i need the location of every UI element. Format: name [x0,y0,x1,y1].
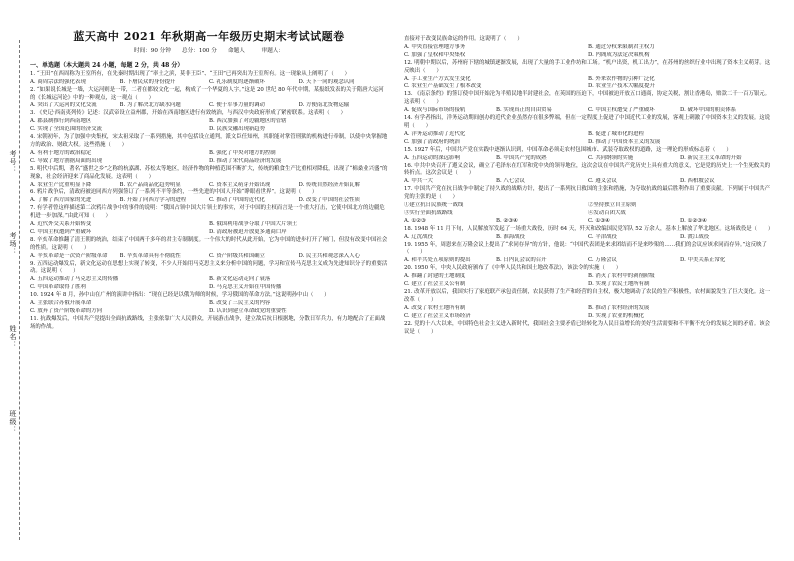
answer-option: B. 外来农作物的引种广泛化 [588,75,655,82]
answer-option: D. 农业生产技术大幅度提升 [588,83,655,90]
answer-options [404,155,772,163]
answer-option: C. 建立了社会主义市场经济 [404,312,471,319]
answer-option: B. 八七会议 [496,178,525,185]
answer-option: A. 洋务运动推动了近代化 [404,130,466,137]
answer-option: B. 促进了城市化的进程 [588,130,644,137]
answer-option: B. 俄国利用战争夺取了中国大片领土 [209,221,298,228]
question-stem: 10. 1924 年 8 月，孙中山在广州的演讲中指出：“现在已经是以俄为师的时候，学习俄国的革命方法。”这说明孙中山（ ） [30,292,330,299]
answer-options [404,305,772,321]
answer-option: A. 商周宗法的强化表现 [30,78,86,85]
question-stem: 19. 1955 年，周恩来在万隆会议上提出了“求同存异”的方针，他说：“中国代表团是来求团结而不是来吵架的……我们的会议应该求同而存异。”这反映了（ ） [404,241,767,256]
answer-option: A. 推翻了封建的土地制度 [404,273,466,280]
answer-option: A. 中共一大 [404,178,433,185]
answer-options [404,218,772,226]
answer-options [404,44,772,60]
answer-option: C. 导致了地方割据局面的出现 [30,157,103,164]
answer-option: B. 强化了中央对地方的控制 [209,149,276,156]
question-item [30,134,388,166]
question-item [404,147,772,163]
answer-option: C. 农业生产基础发生了根本改变 [404,83,482,90]
question-stem: 5. 明代中后期，著名“盛世之乡”之称的杭嘉湖、苏松太等地区，经济作物的种植范围不断扩大，传统的粮食生产比重相对降低，出现了“棉桑业兴盛”的现象，社会经济迎来了商品化发展。这表明（ ） [30,165,388,180]
answer-options [404,273,772,289]
question-stem: 7. 有学者曾这样描述第二次鸦片战争中的事件的说明：“俄国占领中国大片领土的事实，对于中国的主权而言是一个重大打击，它使中国北方的边疆危机进一步加深。”由此可知（ ） [30,205,385,220]
answer-option: A. 了解了西方国家的先进 [30,197,92,204]
answer-option: B. 淮海战役 [496,233,525,240]
question-item [30,205,388,237]
question-stem: 直接对于改变民族命运的作用。这说明了（ ） [404,36,523,42]
answer-option: D. 推动了宋代商品经济的发展 [209,157,282,164]
answer-option: A. 促成与国际市场的接轨 [404,107,466,114]
answer-option: C. ①③④ [588,217,610,224]
answer-option: D. 推动了中国资本主义的发展 [588,138,661,145]
answer-option: B. 西汉加强了对边疆地区的管辖 [209,118,287,125]
answer-option: C. 加强了清政府的统治 [404,138,460,145]
answer-option: ①建立抗日民族统一战线 [404,202,464,209]
answer-options [404,131,772,147]
question-item [404,115,772,147]
question-stem: 13. 《南京条约》的签订使中国开始沦为半殖民地半封建社会，在英国的压迫下，中国被迫开放五口通商，协定关税，割让香港岛，赔款二千一百万银元。这表明（ ） [404,91,771,106]
answer-option: C. 礼乐制度的逐渐破坏 [209,78,265,85]
question-stem: 8. 辛亥革命推翻了清王朝的统治，结束了中国两千多年的君主专制制度。一个伟大的时代从此开始，它为中国的进步打开了闸门，但没有改变中国社会的性质。这说明（ ） [30,236,388,251]
answer-option: ③实行全面抗战路线 [404,209,453,216]
question-item [30,237,388,261]
answer-option: B. 实现真正的自由贸易 [496,107,552,114]
answer-option: D. 民主共和观念深入人心 [298,252,360,259]
answer-option: D. 清政府被迫开放更多通商口岸 [209,228,287,235]
answer-options [30,118,388,134]
answer-option: B. 改变了三民主义的内容 [209,300,271,307]
answer-option: A. 中央直接管理地方事务 [404,43,466,50]
question-item [404,218,772,226]
answer-options [404,107,772,115]
question-stem: 16. 中共中央召开了遵义会议，确立了毛泽东在红军和党中央的领导地位，这次会议在中国共产党历史上具有重大的意义，它是党的历史上一个生死攸关的转折点。这次会议是（ ） [404,162,771,177]
answer-option: B. 农产品商品化趋势明显 [119,181,181,188]
answer-option: A. 五四运动推动了马克思主义的传播 [30,276,119,283]
answer-option: C. 资本主义萌芽开始出现 [209,181,271,188]
answer-option: B. 中国共产党的成熟 [496,154,547,161]
answer-option: ②坚持独立自主原则 [588,202,637,209]
answer-option: A. 近代外交关系开始转变 [30,221,92,228]
answer-option: B. 推动了农村经济的发展 [588,304,650,311]
answer-option: D. 天下一同的观念认同 [298,78,355,85]
answer-option: ④发动百团大战 [588,209,626,216]
binding-label-exam-number: 考号： [9,150,17,174]
answer-option: D. 传统自然经济开始瓦解 [298,181,360,188]
answer-option: C. 中国主权遭到严重破坏 [30,228,92,235]
question-stem: 14. 有学者指出，洋务运动期间创办的近代企业虽然存在很多弊端，但在一定程度上促进了中国近代工业的发展，客观上刺激了中国资本主义的发展。这说明（ ） [404,115,771,129]
answer-option: C. 共同纲领的实施 [588,154,634,161]
answer-option: B. 下層民众的身份提升 [119,78,176,85]
answer-option: A. 农业生产比重明显下降 [30,181,92,188]
answer-options [30,150,388,166]
answer-option: D. 实现了农业的机械化 [588,312,645,319]
answer-option: B. 开始了向西方学习的进程 [119,197,187,204]
answer-option: D. 破坏中国的朝贡体系 [680,107,737,114]
question-item [30,71,388,87]
binding-label-name: 姓名： [9,325,17,349]
answer-option: D. 新民主主义革命的开始 [680,154,742,161]
question-item [30,316,388,332]
question-item [404,265,772,289]
answer-option: A. 辽沈战役 [404,233,433,240]
answer-options [30,221,388,237]
answer-option: A. 主张联合苏俄开展革命 [30,300,92,307]
question-item [30,292,388,316]
question-stem: 20. 1950 年，中央人民政府颁布了《中华人民共和国土地改革法》，该法令的实施（ ） [404,265,622,272]
answer-option: C. 遵义会议 [588,178,617,185]
question-item [30,166,388,190]
question-item [30,189,388,205]
answer-option: B. 辛亥革命具有不彻底性 [119,252,181,259]
question-item [404,242,772,266]
question-item [30,261,388,293]
binding-line [19,40,20,540]
binding-margin [0,0,26,561]
question-stem: 18. 1948 年 11 月下旬，人民解放军发起了一场重大战役，历时 64 天，歼灭和改编国民党军队 52 万余人，基本上解放了华北地区。这场战役是（ ） [404,225,774,232]
binding-label-class: 班级： [9,410,17,434]
answer-option: A. 五四运动的深远影响 [404,154,460,161]
answer-option: D. 渡江战役 [680,233,710,240]
question-stem: 2. “如果说长城是一墙，大运河则是一带，二者在都较文化一起，构成了一个华夏的人字。”这是 20 世纪 80 年代中期，某报纸发表的关于隋唐大运河的《长城运河论》中的一种观点，这一观点（ ） [30,86,384,101]
question-item [30,87,388,111]
question-stem: 4. 宋朝初年，为了加强中央集权，宋太祖采取了一系列措施，其中包括设立通判，派文臣任知州，其职能对掌管刑狱的机构进行牵制，以使中央掌握地方的政治、财政大权。这些措施（ ） [30,134,388,148]
question-item [404,226,772,242]
question-stem: 9. 五四运动爆发后，新文化运动在思想上实现了转变，不少人开始用马克思主义来分析中国的问题，学习和宣传马克思主义成为先进知识分子的重要活动。这说明（ ） [30,260,388,275]
answer-options [404,202,772,218]
answer-option: D. 中美关系正常化 [680,257,726,264]
question-item [404,163,772,187]
answer-option: C. 放弃了资产阶级革命的方向 [30,308,103,314]
answer-option: D. 改变了中国的社会性质 [298,197,360,204]
right-column [404,0,772,336]
answer-options [30,79,388,87]
answer-options [30,276,388,292]
right-question-list [404,36,772,336]
answer-option: C. 资产阶级共和国确立 [209,252,265,259]
question-stem: 6. 鸦片战争后，清政府被迫同西方列强签订了一系列不平等条约，一些先进的中国人开始“睁眼看世界”。这说明（ ） [30,189,318,196]
question-item [404,91,772,115]
answer-option: D. ①②③④ [680,217,707,224]
answer-option: D. 内阁成为法定决策机构 [588,51,650,58]
question-stem: 11. 抗战爆发后，中国共产党提出全面抗战路线，主张依靠广大人民群众，开展游击战争，建立敌后抗日根据地，分散日军兵力，有力地配合了正面战场的作战。 [30,315,386,330]
question-item [404,321,772,337]
answer-option: D. 西柏坡会议 [680,178,715,185]
answer-option: C. 中国主权遭受了严重破坏 [588,107,655,114]
answer-option: D. 民族交融出现新趋势 [209,126,266,133]
answer-option: C. 平津战役 [588,233,617,240]
binding-label-exam-room: 考场： [9,232,17,256]
answer-option: B. 消灭了农村中的剥削阶级 [588,273,655,280]
answer-option: C. 加强了皇权和中央集权 [404,51,466,58]
page-title: 蓝天高中 2021 年秋期高一年级历史期末考试试题卷 [73,30,345,43]
question-stem: 3. 《史记·西南夷列传》记述：汉武帝设立益州郡，开始在西南地区进行有效统治，与西汉中央政府形成了紧密联系。这表明（ ） [30,110,346,117]
answer-option: A. 改变了农村土地所有制 [404,304,466,311]
question-item [404,36,772,60]
question-stem: 1. “王田”在西周称为王室所有，在先秦时期出现了“率土之滨，莫非王臣”、“王田”已再突出为王室所有。这一现象从上阐明了（ ） [30,70,350,77]
answer-options [404,234,772,242]
answer-option: C. 实现了全国范围的经济交流 [30,126,103,133]
answer-option: A. 郡县制推行到西南地区 [30,118,92,125]
answer-options [404,76,772,92]
answer-options [30,253,388,261]
question-item [404,60,772,92]
question-stem: 22. 党的十八大以来，中国特色社会主义进入新时代，我国社会主要矛盾已经转化为人民日益增长的美好生活需要和不平衡不充分的发展之间的矛盾。该会议是（ ） [404,320,771,335]
left-question-list [30,71,388,332]
answer-option: B. 日内瓦会议的召开 [496,257,547,264]
answer-option: D. 方便南北货物运输 [298,102,350,109]
answer-option: C. 推动了中国的近代化 [209,197,265,204]
answer-option: A. 有利于地方的政治稳定 [30,149,92,156]
answer-option: B. 新文化运动走向了衰落 [209,276,271,283]
answer-option: D. 认识到建立革命政党的重要性 [209,308,287,314]
answer-option: A. 突出了大运河的文化交流 [30,102,97,109]
answer-option: B. 为了解决北方缺水问题 [119,102,181,109]
question-stem: 15. 1927 年后，中国共产党在实践中逐渐认识到，中国革命必须走农村包围城市、武装夺取政权的道路，这一理论的形成标志着（ ） [404,146,732,153]
question-item [404,289,772,321]
answer-option: C. 便于军事力量的调动 [209,102,265,109]
answer-option: A. 和平共处五项原则的提出 [404,257,471,264]
answer-option: C. 万隆会议 [588,257,617,264]
answer-option: B. 通过分权来限制君主权力 [588,43,655,50]
answer-option: B. ②③④ [496,217,518,224]
question-stem: 21. 改革开放以后，我国实行了家庭联产承包责任制，农民获得了生产和经营的自主权，极大地调动了农民的生产积极性，农村面貌发生了巨大变化。这一改革（ ） [404,289,771,303]
answer-option: A. 辛亥革命是一次资产阶级革命 [30,252,108,259]
section-heading: 一、单选题（本大题共 24 小题，每题 2 分，共 48 分） [30,61,184,69]
answer-option: A. ①②③ [404,217,426,224]
answer-options [30,300,388,316]
answer-option: D. 实现了农民土地所有制 [588,281,650,288]
answer-option: D. 马克思主义开始在中国传播 [209,284,282,291]
exam-meta: 时间：90 分钟 总分：100 分 命题人 审题人： [133,48,284,54]
question-item [30,110,388,134]
left-column [30,0,388,332]
answer-option: C. 建立了社会主义公有制 [404,281,466,288]
question-stem: 17. 中国共产党在抗日战争中制定了持久战的战略方针，提出了一系列抗日救国的主张和措施，为夺取抗战的最后胜利作出了重要贡献。下列属于中国共产党的主张的是（ ） [404,186,771,201]
question-item [404,186,772,218]
answer-option: C. 中国革命取得了胜利 [30,284,86,291]
question-stem: 12. 明朝中期以后，苏州府下辖的城镇逐渐发展，出现了大量的手工业作坊和工场。“机户出资，机工出力”，在苏州的丝织行业中出现了资本主义萌芽。这反映出（ ） [404,59,771,74]
answer-option: A. 手工业生产方式发生变化 [404,75,471,82]
